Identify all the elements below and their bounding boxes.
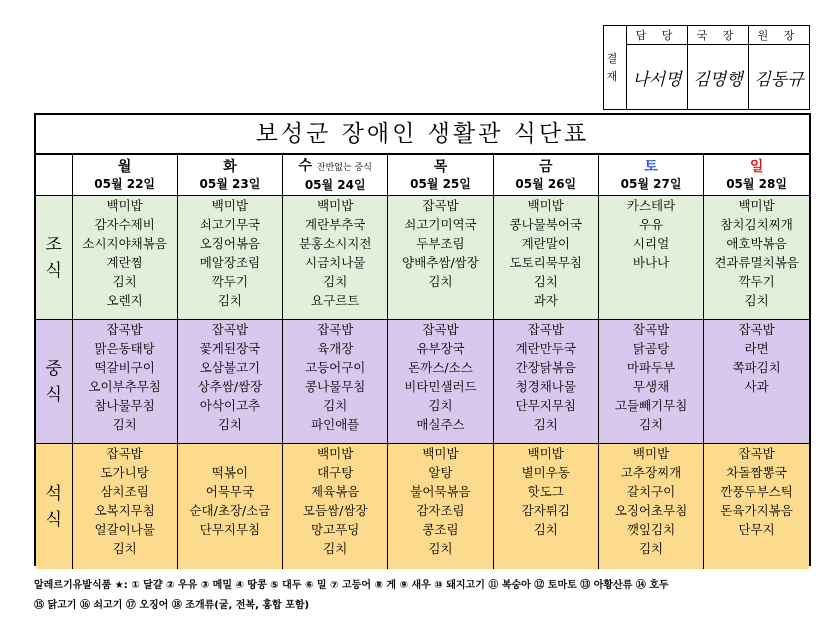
meal-cell <box>388 196 493 320</box>
signature-head: 김동규 <box>749 45 810 110</box>
menu-item: 쪽파김치 <box>732 360 781 375</box>
meal-label-char: 석 <box>45 483 62 504</box>
meal-cell <box>283 196 388 320</box>
menu-item <box>704 415 809 434</box>
meal-label <box>36 444 72 570</box>
menu-item: 단무지 <box>738 522 775 537</box>
menu-item: 김치 <box>112 417 137 432</box>
menu-item: 도가니탕 <box>100 465 149 480</box>
menu-item: 단무지무침 <box>515 398 576 413</box>
menu-item: 김치 <box>533 274 558 289</box>
menu-item: 잡곡밥 <box>422 198 459 213</box>
menu-item: 라면 <box>744 341 769 356</box>
menu-item: 요구르트 <box>311 293 360 308</box>
menu-item: 잡곡밥 <box>211 322 249 337</box>
menu-item: 비타민샐러드 <box>404 379 477 394</box>
meal-cell <box>177 196 282 320</box>
menu-item: 양배추쌈/쌈장 <box>402 255 479 270</box>
menu-item: 백미밥 <box>106 198 143 213</box>
menu-item: 유부장국 <box>416 341 465 356</box>
menu-item: 백미밥 <box>317 446 354 461</box>
approval-box <box>603 25 810 110</box>
menu-item: 애호박볶음 <box>726 236 787 251</box>
menu-item: 오복지무침 <box>94 503 155 518</box>
menu-item: 오이부추무침 <box>88 379 161 394</box>
meal-cell <box>72 196 177 320</box>
day-header-row <box>36 155 809 196</box>
menu-item: 핫도그 <box>527 484 564 499</box>
menu-item: 김치 <box>217 293 242 308</box>
meal-label-char: 식 <box>45 384 62 405</box>
menu-item: 잡곡밥 <box>632 322 670 337</box>
meal-cell <box>177 320 282 444</box>
legend-line-1: 알레르기유발식품 ★: ① 달걀 ② 우유 ③ 메밀 ④ 땅콩 ⑤ 대두 ⑥ 밀 ⑦ 고등어 ⑧ 게 ⑨ 새우 ⑩ 돼지고기 ⑪ 복숭아 ⑫ 토마토 ⑬ 아황산류 ⑭ 호두 <box>34 580 669 591</box>
meal-label-char: 중 <box>45 358 62 379</box>
menu-item: 백미밥 <box>317 198 354 213</box>
meal-cell <box>493 196 598 320</box>
meal-label <box>36 196 72 320</box>
menu-item: 우유 <box>638 217 664 232</box>
legend-line-2: ⑮ 닭고기 ⑯ 쇠고기 ⑰ 오징어 ⑱ 조개류(굴, 전복, 홍합 포함) <box>34 600 310 611</box>
menu-item: 쇠고기미역국 <box>404 217 477 232</box>
day-header <box>388 155 493 196</box>
day-name-saturday: 토 <box>644 159 658 175</box>
menu-item: 콩나물북어국 <box>509 217 582 232</box>
breakfast-row <box>36 196 809 320</box>
menu-item: 순대/초장/소금 <box>189 503 271 518</box>
menu-item: 시금치나물 <box>305 255 366 270</box>
menu-item: 얼갈이나물 <box>94 522 155 537</box>
menu-item: 백미밥 <box>422 446 459 461</box>
day-date: 05월 26일 <box>515 177 577 191</box>
menu-item: 대구탕 <box>317 465 354 480</box>
menu-item: 콩나물무침 <box>305 379 366 394</box>
approval-side-char-1: 결 <box>606 51 624 65</box>
menu-item: 시리얼 <box>632 236 670 251</box>
menu-table-frame <box>34 113 811 566</box>
day-note: 잔반없는 중식 <box>316 163 372 173</box>
menu-item: 두부조림 <box>416 236 465 251</box>
menu-item: 김치 <box>112 274 137 289</box>
menu-item: 아삭이고추 <box>199 398 261 413</box>
menu-item: 오삼불고기 <box>199 360 261 375</box>
day-name: 목 <box>433 159 448 175</box>
approval-header-director: 국 장 <box>688 26 749 45</box>
corner-cell <box>36 155 72 196</box>
menu-item: 파인애플 <box>311 417 360 432</box>
meal-label <box>36 320 72 444</box>
menu-item: 김치 <box>744 293 769 308</box>
menu-item: 단무지무침 <box>199 522 261 537</box>
menu-item: 김치 <box>112 541 137 556</box>
menu-item: 잡곡밥 <box>527 322 564 337</box>
menu-item: 김치 <box>323 274 348 289</box>
lunch-row <box>36 320 809 444</box>
menu-item: 계란찜 <box>106 255 143 270</box>
menu-item <box>178 444 282 463</box>
meal-label-char: 식 <box>45 260 62 281</box>
menu-item: 오징어볶음 <box>199 236 261 251</box>
menu-item: 김치 <box>428 274 453 289</box>
menu-item: 별미우동 <box>521 465 570 480</box>
menu-item: 참치김치찌개 <box>720 217 793 232</box>
menu-item: 알탕 <box>428 465 453 480</box>
menu-item: 육개장 <box>317 341 354 356</box>
menu-item: 오렌지 <box>106 293 143 308</box>
menu-item: 깐풍두부스틱 <box>720 484 793 499</box>
day-name: 화 <box>223 159 237 175</box>
day-header <box>493 155 598 196</box>
approval-header-head: 원 장 <box>749 26 810 45</box>
menu-item: 김치 <box>428 398 453 413</box>
meal-cell <box>598 196 703 320</box>
meal-cell <box>283 444 388 570</box>
menu-item: 김치 <box>638 417 664 432</box>
meal-cell <box>598 320 703 444</box>
menu-item: 잡곡밥 <box>422 322 459 337</box>
meal-cell <box>493 444 598 570</box>
menu-item: 꽃게된장국 <box>199 341 261 356</box>
day-date: 05월 28일 <box>726 177 787 191</box>
approval-side-char-2: 재 <box>606 69 624 83</box>
meal-cell <box>177 444 282 570</box>
meal-cell <box>704 196 809 320</box>
menu-item <box>388 291 492 310</box>
menu-item: 깍두기 <box>211 274 249 289</box>
allergy-legend <box>34 576 824 616</box>
menu-item: 견과류멸치볶음 <box>714 255 799 270</box>
menu-item: 백미밥 <box>527 446 564 461</box>
menu-item: 쇠고기무국 <box>199 217 261 232</box>
menu-item: 상추쌈/쌈장 <box>197 379 263 394</box>
day-date: 05월 23일 <box>199 177 261 191</box>
day-name: 수 <box>298 158 313 174</box>
menu-item: 깻잎김치 <box>626 522 676 537</box>
menu-item: 차돌짬뽕국 <box>726 465 787 480</box>
meal-cell <box>72 444 177 570</box>
menu-item: 계란말이 <box>521 236 570 251</box>
menu-item: 김치 <box>533 522 558 537</box>
menu-item: 망고푸딩 <box>311 522 360 537</box>
menu-item <box>178 539 282 558</box>
menu-item: 감자수제비 <box>94 217 155 232</box>
menu-item <box>704 396 809 415</box>
menu-item: 고추장찌개 <box>620 465 682 480</box>
menu-item: 감자조림 <box>416 503 465 518</box>
day-header <box>283 155 388 196</box>
menu-item: 돈육가지볶음 <box>720 503 793 518</box>
meal-cell <box>493 320 598 444</box>
menu-item: 잡곡밥 <box>738 322 775 337</box>
menu-item: 계란부추국 <box>305 217 366 232</box>
menu-item: 간장닭볶음 <box>515 360 576 375</box>
menu-item: 떡볶이 <box>211 465 249 480</box>
menu-item: 콩조림 <box>422 522 459 537</box>
menu-item: 매실주스 <box>416 417 465 432</box>
menu-item: 제육볶음 <box>311 484 360 499</box>
menu-item: 김치 <box>323 541 348 556</box>
menu-item: 계란만두국 <box>515 341 576 356</box>
meal-cell <box>72 320 177 444</box>
menu-item: 분홍소시지전 <box>298 236 372 251</box>
menu-item: 도토리묵무침 <box>509 255 582 270</box>
menu-item: 참나물무침 <box>94 398 155 413</box>
menu-item: 바나나 <box>632 255 670 270</box>
menu-item: 돈까스/소스 <box>408 360 473 375</box>
meal-cell <box>598 444 703 570</box>
menu-item: 깍두기 <box>738 274 775 289</box>
day-date: 05월 22일 <box>94 177 156 191</box>
menu-item: 백미밥 <box>632 446 670 461</box>
day-name: 월 <box>117 159 132 175</box>
menu-item: 김치 <box>323 398 348 413</box>
signature-director: 김명행 <box>688 45 749 110</box>
menu-grid <box>36 155 809 569</box>
menu-item: 카스테라 <box>626 198 676 213</box>
menu-item: 떡갈비구이 <box>94 360 155 375</box>
menu-item: 사과 <box>744 379 769 394</box>
menu-item: 무생채 <box>632 379 670 394</box>
menu-item: 감자튀김 <box>521 503 570 518</box>
meal-label-char: 식 <box>45 509 62 530</box>
approval-header-staff: 담 당 <box>627 26 688 45</box>
menu-item: 백미밥 <box>527 198 564 213</box>
menu-item: 잡곡밥 <box>106 446 143 461</box>
menu-item: 갈치구이 <box>626 484 676 499</box>
menu-item: 김치 <box>217 417 242 432</box>
signature-staff: 나서명 <box>627 45 688 110</box>
meal-cell <box>388 320 493 444</box>
menu-item: 고등어구이 <box>305 360 366 375</box>
menu-item: 김치 <box>428 541 453 556</box>
menu-item: 김치 <box>533 417 558 432</box>
menu-item: 잡곡밥 <box>317 322 354 337</box>
meal-cell <box>704 444 809 570</box>
approval-side-label <box>604 26 627 110</box>
menu-item: 김치 <box>638 541 664 556</box>
meal-cell <box>704 320 809 444</box>
menu-item: 어묵무국 <box>205 484 255 499</box>
menu-item: 오징어초무침 <box>614 503 688 518</box>
menu-item: 닭곰탕 <box>632 341 670 356</box>
page-title: 보성군 장애인 생활관 식단표 <box>36 115 809 155</box>
day-date: 05월 24일 <box>304 178 366 192</box>
menu-item: 삼치조림 <box>100 484 149 499</box>
menu-item <box>704 539 809 558</box>
menu-item: 잡곡밥 <box>106 322 143 337</box>
menu-item: 고들빼기무침 <box>614 398 688 413</box>
menu-item <box>599 291 703 310</box>
menu-item: 청경채나물 <box>515 379 576 394</box>
day-header <box>177 155 282 196</box>
day-date: 05월 27일 <box>620 177 682 191</box>
menu-item: 과자 <box>533 293 558 308</box>
day-name-sunday: 일 <box>749 159 764 175</box>
day-name: 금 <box>539 159 553 175</box>
meal-cell <box>283 320 388 444</box>
meal-cell <box>388 444 493 570</box>
menu-item: 모듬쌈/쌈장 <box>302 503 368 518</box>
menu-item: 마파두부 <box>626 360 676 375</box>
day-header <box>704 155 809 196</box>
menu-item <box>599 272 703 291</box>
dinner-row <box>36 444 809 570</box>
day-date: 05월 25일 <box>410 177 471 191</box>
menu-item: 메알장조림 <box>199 255 261 270</box>
meal-label-char: 조 <box>45 234 62 255</box>
menu-item: 불어묵볶음 <box>410 484 471 499</box>
menu-item: 백미밥 <box>211 198 249 213</box>
menu-item: 백미밥 <box>738 198 775 213</box>
menu-item: 잡곡밥 <box>738 446 775 461</box>
day-header <box>72 155 177 196</box>
menu-item: 맑은동태탕 <box>94 341 155 356</box>
menu-item <box>494 539 598 558</box>
menu-item: 소시지야채볶음 <box>82 236 167 251</box>
day-header <box>598 155 703 196</box>
